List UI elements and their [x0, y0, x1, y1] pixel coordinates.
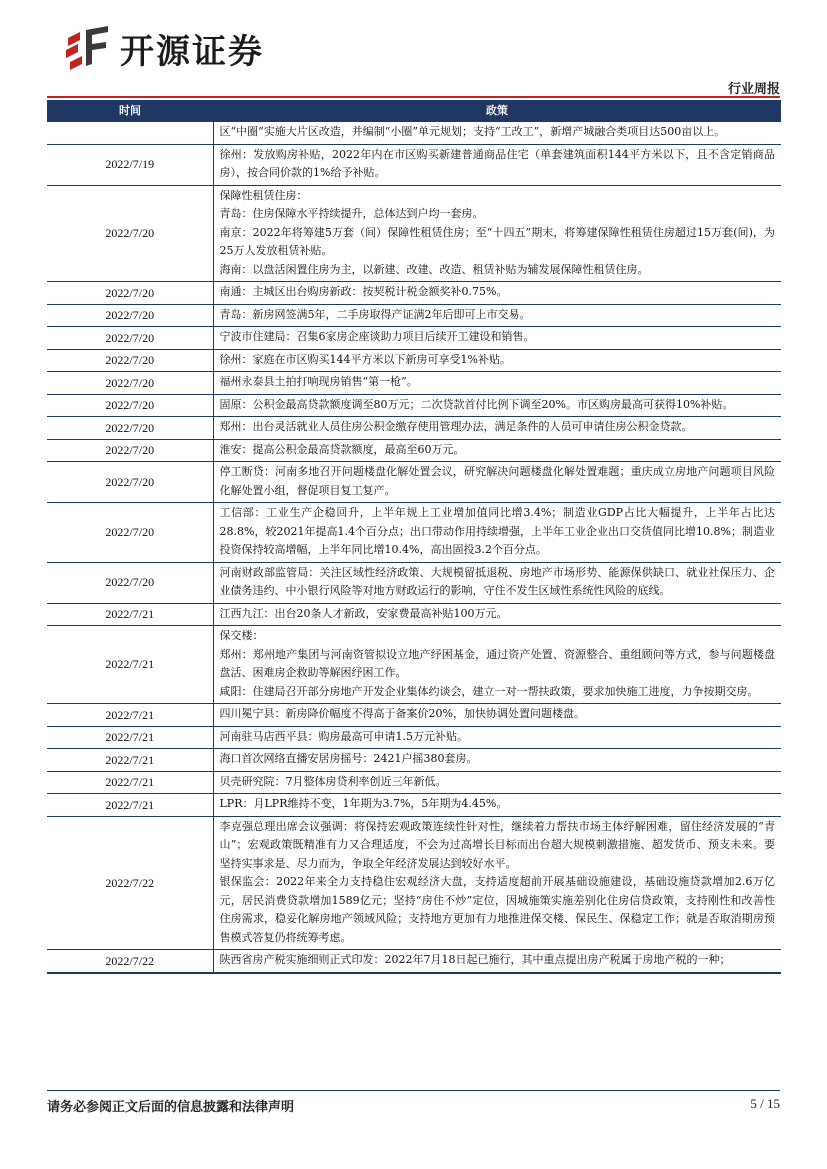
table-row [47, 794, 781, 817]
row-date: 2022/7/22 [47, 816, 213, 950]
table-row [47, 372, 781, 395]
row-date: 2022/7/21 [47, 603, 213, 626]
row-policy [213, 327, 781, 350]
policy-line: 徐州：发放购房补贴，2022年内在市区购买新建普通商品住宅（单套建筑面积144平方米以下，且不含定销商品房），按合同价款的1%给予补贴。 [219, 147, 775, 179]
policy-line: 青岛：新房网签满5年，二手房取得产证满2年后即可上市交易。 [219, 307, 531, 321]
table-row [47, 282, 781, 305]
table-row [47, 349, 781, 372]
company-name: 开源证券 [120, 31, 264, 72]
policy-line: LPR：月LPR维持不变，1年期为3.7%，5年期为4.45%。 [219, 797, 508, 810]
row-date: 2022/7/20 [47, 394, 213, 417]
policy-line: 南京：2022年将筹建5万套（间）保障性租赁住房；至“十四五”期末，将筹建保障性租赁住房超过15万套(间)，为25万人发放租赁补贴。 [219, 225, 775, 257]
row-policy [213, 439, 781, 462]
row-date: 2022/7/20 [47, 439, 213, 462]
table-row [47, 394, 781, 417]
table-row [47, 950, 781, 973]
row-date: 2022/7/21 [47, 704, 213, 727]
kaiyuan-logo-icon [62, 24, 112, 72]
row-date: 2022/7/21 [47, 749, 213, 772]
row-policy [213, 704, 781, 727]
policy-line: 贝壳研究院：7月整体房贷利率创近三年新低。 [219, 774, 447, 788]
table-row [47, 749, 781, 772]
row-date [47, 122, 213, 144]
policy-line: 四川冕宁县：新房降价幅度不得高于备案价20%，加快协调处置问题楼盘。 [219, 707, 585, 720]
policy-line: 李克强总理出席会议强调：将保持宏观政策连续性针对性，继续着力帮扶市场主体纾解困难，留住经济发展的“青山”；宏观政策既精准有力又合理适度，不会为过高增长目标而出台超大规模刺激措施、超发货币、预支未来。要坚持实事求是、尽力而为，争取全年经济发展达到较好水平。 [219, 819, 775, 870]
row-policy [213, 749, 781, 772]
row-policy [213, 950, 781, 973]
row-date: 2022/7/20 [47, 417, 213, 440]
row-date: 2022/7/22 [47, 950, 213, 973]
row-date: 2022/7/20 [47, 372, 213, 395]
row-date: 2022/7/21 [47, 794, 213, 817]
policy-line: 海南：以盘活闲置住房为主，以新建、改建、改造、租赁补贴为辅发展保障性租赁住房。 [219, 262, 649, 276]
header-divider [47, 96, 780, 98]
row-date: 2022/7/20 [47, 282, 213, 305]
policy-line: 工信部：工业生产企稳回升，上半年规上工业增加值同比增3.4%；制造业GDP占比大幅提升，上半年占比达28.8%，较2021年提高1.4个百分点；出口带动作用持续增强，上半年工业企业出口交货值同比增10.8%；制造业投资保持较高增幅，上半年同比增10.4%，高出固投3.2个百分点。 [219, 506, 775, 556]
row-policy [213, 372, 781, 395]
policy-table-body [47, 122, 781, 973]
row-policy [213, 282, 781, 305]
policy-line: 咸阳：住建局召开部分房地产开发企业集体约谈会，建立一对一帮扶政策，要求加快施工进度，力争按期交房。 [219, 684, 759, 698]
row-date: 2022/7/20 [47, 349, 213, 372]
policy-line: 淮安：提高公积金最高贷款额度，最高至60万元。 [219, 442, 465, 456]
policy-line: 固原：公积金最高贷款额度调至80万元；二次贷款首付比例下调至20%。市区购房最高可获得10%补贴。 [219, 397, 734, 411]
table-row [47, 327, 781, 350]
table-row [47, 144, 781, 185]
policy-line: 青岛：住房保障水平持续提升，总体达到户均一套房。 [219, 207, 484, 220]
table-header-row [47, 100, 781, 122]
table-row [47, 626, 781, 704]
disclaimer-text: 请务必参阅正文后面的信息披露和法律声明 [47, 1100, 295, 1115]
row-policy [213, 816, 781, 950]
table-row [47, 562, 781, 603]
policy-line: 徐州：家庭在市区购买144平方米以下新房可享受1%补贴。 [219, 352, 511, 366]
row-date: 2022/7/20 [47, 304, 213, 327]
row-policy [213, 603, 781, 626]
row-policy [213, 394, 781, 417]
table-row [47, 185, 781, 282]
row-date: 2022/7/19 [47, 144, 213, 185]
row-policy [213, 562, 781, 603]
table-row [47, 462, 781, 503]
table-row [47, 439, 781, 462]
row-policy [213, 122, 781, 144]
row-policy [213, 304, 781, 327]
policy-line: 郑州：出台灵活就业人员住房公积金缴存使用管理办法，满足条件的人员可申请住房公积金贷款。 [219, 420, 693, 433]
row-policy [213, 771, 781, 794]
row-policy [213, 626, 781, 704]
policy-line: 河南驻马店西平县：购房最高可申请1.5万元补贴。 [219, 729, 468, 743]
column-header-date: 时间 [47, 100, 213, 122]
policy-line: 陕西省房产税实施细则正式印发：2022年7月18日起已施行，其中重点提出房产税属于房地产税的一种； [219, 953, 731, 966]
policy-line: 银保监会：2022年来全力支持稳住宏观经济大盘，支持适度超前开展基础设施建设，基础设施贷款增加2.6万亿元，居民消费贷款增加1589亿元；坚持“房住不炒”定位，因城施策实施差别化住房信贷政策，支持刚性和改善性住房需求，稳妥化解房地产领域风险；支持地方更加有力地推进保交楼、保民生、保稳定工作；就是否取消期房预售模式答复仍将统筹考虑。 [219, 875, 775, 944]
column-header-policy: 政策 [213, 100, 781, 122]
row-policy [213, 794, 781, 817]
table-row [47, 704, 781, 727]
policy-line: 南通：主城区出台购房新政：按契税计税金额奖补0.75%。 [219, 285, 508, 298]
row-policy [213, 462, 781, 503]
policy-line: 区“中圈”实施大片区改造，并编制“小圈”单元规划；支持“工改工”，新增产城融合类项目达500亩以上。 [219, 125, 726, 138]
policy-line: 宁波市住建局：召集6家房企座谈助力项目后续开工建设和销售。 [219, 330, 535, 343]
company-logo [62, 24, 264, 72]
table-row [47, 771, 781, 794]
policy-line: 海口首次网络直播安居房摇号：2421户摇380套房。 [219, 752, 478, 765]
row-date: 2022/7/21 [47, 726, 213, 749]
row-policy [213, 726, 781, 749]
table-row [47, 122, 781, 144]
row-policy [213, 417, 781, 440]
row-date: 2022/7/21 [47, 771, 213, 794]
policy-line: 郑州：郑州地产集团与河南资管拟设立地产纾困基金，通过资产处置、资源整合、重组顾问等方式，参与问题楼盘盘活、困难房企救助等解困纾困工作。 [219, 647, 775, 679]
table-row [47, 503, 781, 563]
policy-line: 保交楼： [219, 629, 264, 642]
policy-line: 河南财政部监管局：关注区域性经济政策、大规模留抵退税、房地产市场形势、能源保供缺口、就业社保压力、企业债务违约、中小银行风险等对地方财政运行的影响，守住不发生区域性系统性风险的底线。 [219, 565, 775, 597]
row-policy [213, 503, 781, 563]
table-row [47, 304, 781, 327]
footer-divider [47, 1090, 780, 1091]
policy-table [47, 100, 781, 974]
row-date: 2022/7/20 [47, 562, 213, 603]
row-date: 2022/7/20 [47, 185, 213, 282]
row-policy [213, 349, 781, 372]
report-type: 行业周报 [727, 82, 780, 97]
policy-line: 江西九江：出台20条人才新政，安家费最高补贴100万元。 [219, 606, 508, 620]
policy-line: 保障性租赁住房： [219, 188, 308, 202]
policy-line: 福州永泰县土拍打响现房销售“第一枪”。 [219, 375, 418, 388]
table-row [47, 816, 781, 950]
page-number: 5 / 15 [750, 1096, 780, 1111]
table-row [47, 726, 781, 749]
row-date: 2022/7/21 [47, 626, 213, 704]
table-row [47, 417, 781, 440]
row-date: 2022/7/20 [47, 327, 213, 350]
table-row [47, 603, 781, 626]
policy-line: 停工断贷：河南多地召开问题楼盘化解处置会议，研究解决问题楼盘化解处置难题；重庆成立房地产问题项目风险化解处置小组，督促项目复工复产。 [219, 465, 775, 497]
row-date: 2022/7/20 [47, 462, 213, 503]
row-policy [213, 185, 781, 282]
row-policy [213, 144, 781, 185]
row-date: 2022/7/20 [47, 503, 213, 563]
